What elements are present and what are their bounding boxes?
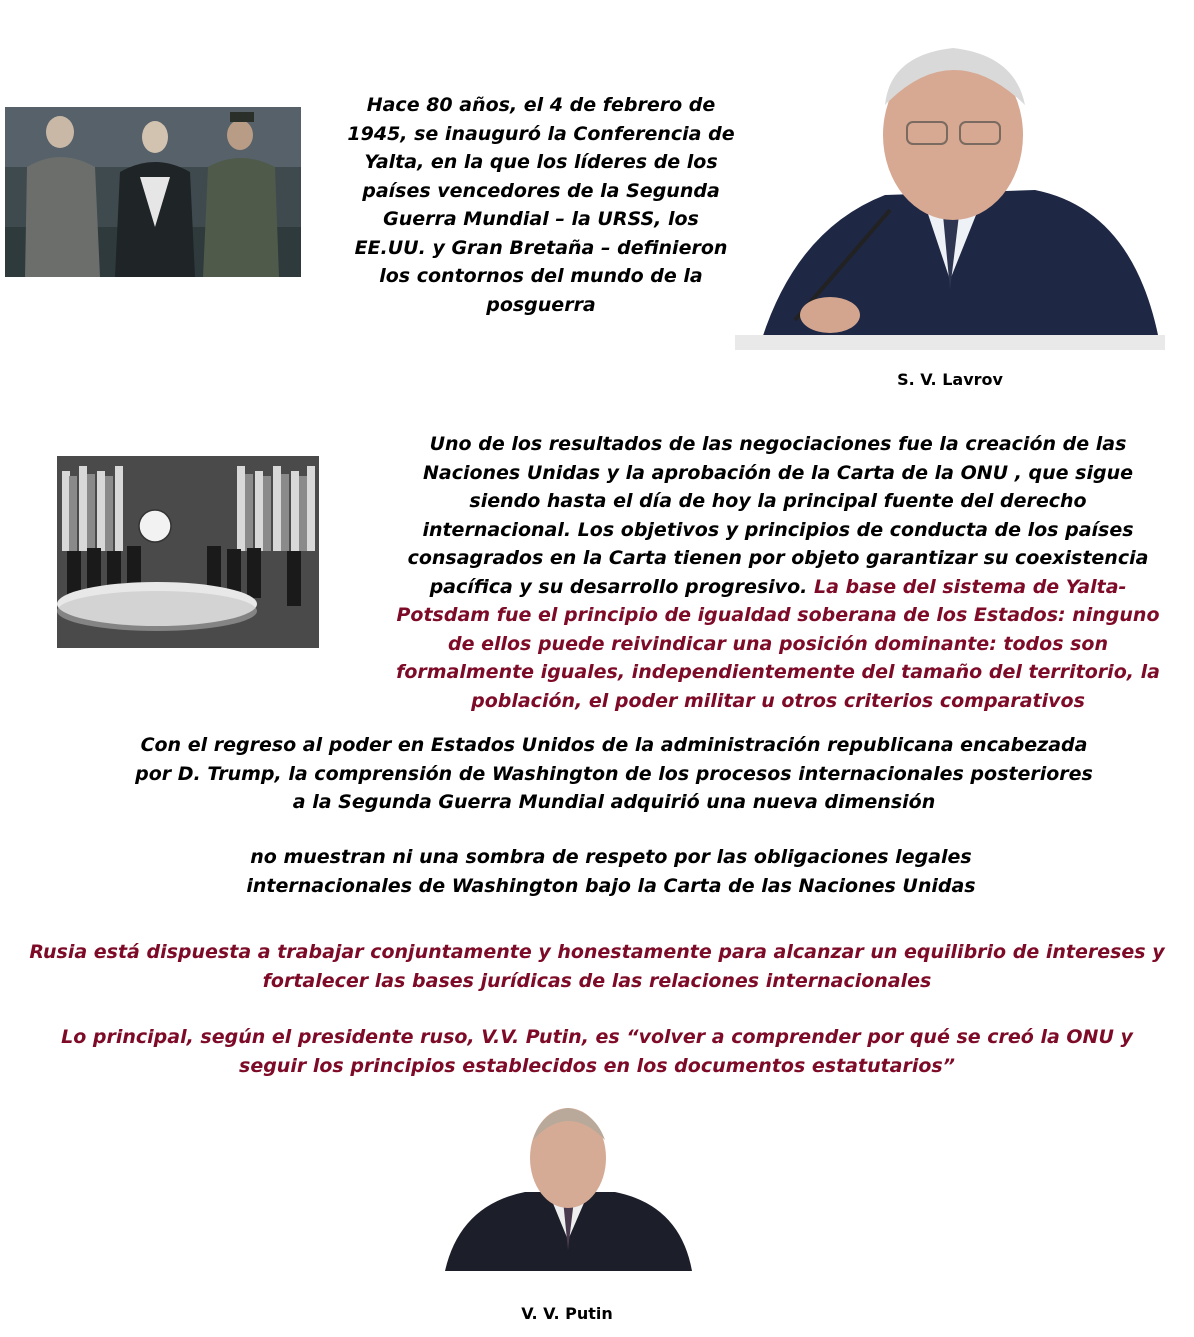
putin-caption: V. V. Putin [521,1304,613,1323]
lavrov-caption: S. V. Lavrov [897,370,1003,389]
yalta-conference-photo [5,107,301,277]
intro-paragraph: Hace 80 años, el 4 de febrero de 1945, se inauguró la Conferencia de Yalta, en la que los líderes de los países vencedores de la Segunda Guerra Mundial – la URSS, los EE.UU. y Gran Bretaña – definieron los contornos del mundo de la posguerra [347,94,735,316]
un-section-text-black: Uno de los resultados de las negociaciones fue la creación de las Naciones Unidas y la aprobación de la Carta de la ONU , que sigue siendo hasta el día de hoy la principal fuente del derecho internacional. Los objetivos y principios de conducta de los países consagrados en la Carta tienen por objeto garantizar su coexistencia pacífica y su desarrollo progresivo. [407,433,1149,598]
trump-paragraph: Con el regreso al poder en Estados Unidos de la administración republicana encabezada por D. Trump, la comprensión de Washington de los procesos internacionales posteriores a la Segunda Guerra Mundial adquirió una nueva dimensión [135,734,1093,813]
russia-paragraph: Rusia está dispuesta a trabajar conjuntamente y honestamente para alcanzar un equilibrio de intereses y fortalecer las bases jurídicas de las relaciones internacionales [29,941,1165,992]
lavrov-portrait [735,30,1165,350]
putin-portrait [445,1100,692,1271]
un-charter-signing-photo [57,456,319,648]
un-section-text-red: La base del sistema de Yalta-Potsdam fue el principio de igualdad soberana de los Estados: ninguno de ellos puede reivindicar una posición dominante: todos son formalmente iguales, independientemente del tamaño del territorio, la población, el poder militar u otros criterios comparativos [396,575,1160,712]
respect-paragraph: no muestran ni una sombra de respeto por las obligaciones legales internacionales de Washington bajo la Carta de las Naciones Unidas [246,846,976,897]
un-section-paragraph [392,430,1164,715]
putin-quote-paragraph: Lo principal, según el presidente ruso, V.V. Putin, es “volver a comprender por qué se creó la ONU y seguir los principios establecidos en los documentos estatutarios” [61,1026,1133,1077]
